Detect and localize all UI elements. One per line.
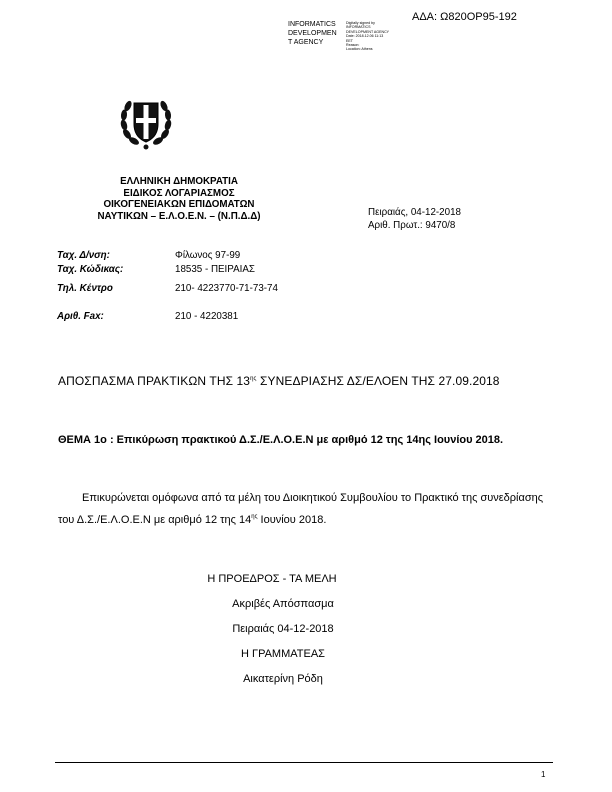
signature-right-line: Location: Athens (346, 47, 373, 52)
minutes-heading-text: ΑΠΟΣΠΑΣΜΑ ΠΡΑΚΤΙΚΩΝ ΤΗΣ 13 (58, 374, 251, 388)
signature-right-line: Date: 2018.12.06 11:13 (346, 34, 384, 39)
address-value: Φίλωνος 97-99 (175, 250, 241, 261)
subject-heading: ΘΕΜΑ 1ο : Επικύρωση πρακτικού Δ.Σ./Ε.Λ.Ο.Ε.Ν με αριθμό 12 της 14ης Ιουνίου 2018. (58, 434, 504, 446)
ordinal-suffix: ης (250, 376, 257, 382)
org-line: ΟΙΚΟΓΕΝΕΙΑΚΩΝ ΕΠΙΔΟΜΑΤΩΝ (103, 199, 255, 210)
body-text: Επικυρώνεται ομόφωνα από τα μέλη του Διοικητικού Συμβουλίου το Πρακτικό της συνεδρίασης του Δ.Σ./Ε.Λ.Ο.Ε.Ν με αριθμό 12 της 14 (58, 492, 544, 526)
coat-of-arms-icon (119, 94, 173, 150)
organization-header (74, 176, 284, 222)
signature-stamp-right (346, 21, 389, 52)
signatories-line: Η ΠΡΟΕΔΡΟΣ - ΤΑ ΜΕΛΗ (207, 573, 337, 585)
address-label: Ταχ. Δ/νση: (57, 250, 110, 261)
date-reference (368, 206, 461, 232)
fax-value: 210 - 4220381 (175, 311, 239, 322)
phone-value: 210- 4223770-71-73-74 (175, 283, 278, 294)
signature-left-line: INFORMATICS (288, 21, 336, 28)
protocol-number: Αριθ. Πρωτ.: 9470/8 (368, 220, 456, 231)
secretary-name: Αικατερίνη Ρόδη (243, 673, 323, 685)
signature-place-date: Πειραιάς 04-12-2018 (232, 623, 334, 635)
signature-right-line: Digitally signed by (346, 21, 375, 25)
signature-right-line: Reason: (346, 43, 360, 48)
org-line: ΕΛΛΗΝΙΚΗ ΔΗΜΟΚΡΑΤΙΑ (120, 176, 238, 187)
phone-label: Τηλ. Κέντρο (57, 283, 113, 294)
signature-stamp-left (288, 20, 337, 47)
document-date: Πειραιάς, 04-12-2018 (368, 207, 461, 218)
body-paragraph (58, 487, 552, 531)
org-line: ΝΑΥΤΙΚΩΝ – Ε.Λ.Ο.Ε.Ν. – (Ν.Π.Δ.Δ) (97, 210, 261, 222)
signature-right-line: DEVELOPMENT AGENCY (346, 29, 390, 34)
ordinal-suffix: ης (251, 514, 258, 520)
footer-divider (55, 762, 553, 763)
signature-right-line: INFORMATICS (346, 25, 371, 30)
ada-code: ΑΔΑ: Ω820ΟΡ95-192 (412, 11, 517, 23)
signature-left-line: T AGENCY (288, 39, 324, 46)
secretary-title: Η ΓΡΑΜΜΑΤΕΑΣ (241, 648, 325, 660)
signature-right-line: EET (346, 38, 353, 43)
minutes-heading-text: ΣΥΝΕΔΡΙΑΣΗΣ ΔΣ/ΕΛΟΕΝ ΤΗΣ 27.09.2018 (256, 374, 500, 388)
postcode-label: Ταχ. Κώδικας: (57, 264, 124, 275)
fax-label: Αριθ. Fax: (57, 311, 104, 322)
true-copy-label: Ακριβές Απόσπασμα (232, 598, 334, 610)
body-text: Ιουνίου 2018. (257, 514, 327, 526)
minutes-heading (58, 374, 500, 388)
postcode-value: 18535 - ΠΕΙΡΑΙΑΣ (175, 264, 255, 275)
org-line: ΕΙΔΙΚΟΣ ΛΟΓΑΡΙΑΣΜΟΣ (123, 187, 235, 199)
signature-left-line: DEVELOPMEN (288, 30, 337, 37)
page-number: 1 (541, 770, 546, 779)
